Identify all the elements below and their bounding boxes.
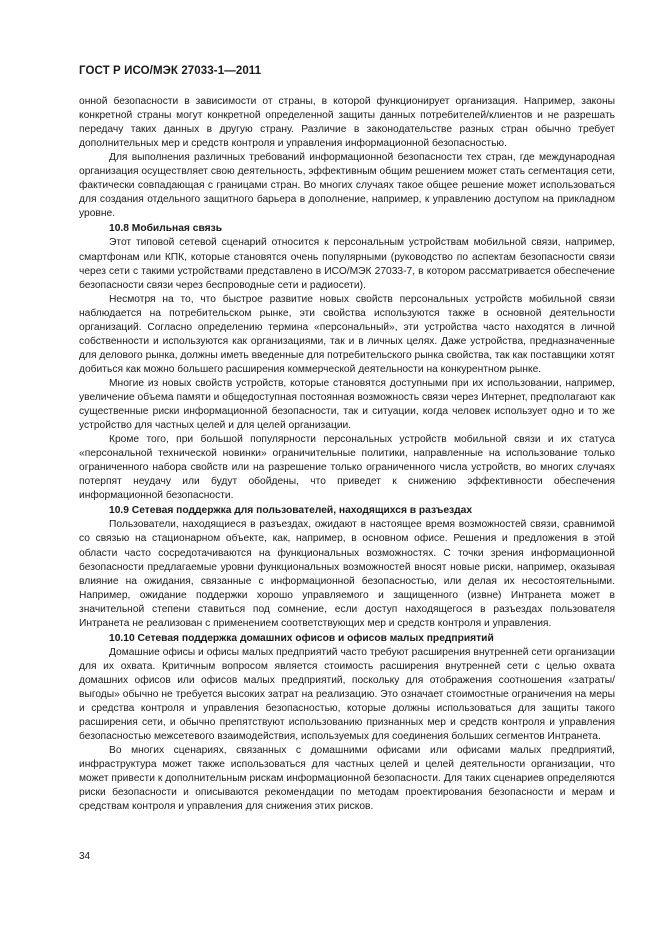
paragraph: Пользователи, находящиеся в разъездах, ожидают в настоящее время возможностей связи, сравнимой со связью на стационарном объекте, как, например, в основном офисе. Решения и предложения в этой области часто сосредотачиваются на функциональных возможностях. С точки зрения информационной безопасности предлагаемые уровни функциональных возможностей вносят новые риски, например, оказывая влияние на ожидания, связанные с информационной безопасностью, или делая их несостоятельными. Например, ожидание поддержки хорошо управляемого и защищенного (извне) Интранета может в значительной степени ставиться под сомнение, если доступ находящегося в разъездах пользователя Интранета не реализован с применением соответствующих мер и средств контроля и управления. bbox=[79, 519, 615, 629]
paragraph: Кроме того, при большой популярности персональных устройств мобильной связи и их статуса «персональной технической новинки» ограничительные политики, направленные на использование только ограниченного набора свойств или на разрешение только ограниченного числа устройств, во многих случаях потерпят неудачу или будут обойдены, что приведет к снижению эффективности обеспечения информационной безопасности. bbox=[79, 434, 615, 502]
section-heading-10-8: 10.8 Мобильная связь bbox=[109, 223, 223, 235]
document-header: ГОСТ Р ИСО/МЭК 27033-1—2011 bbox=[79, 65, 262, 77]
paragraph: Во многих сценариях, связанных с домашними офисами или офисами малых предприятий, инфраструктура может также использоваться для частных целей и целей деятельности организации, что может привести к дополнительным рискам информационной безопасности. Для таких сценариев определяются риски безопасности и описываются рекомендации по методам проектирования безопасности и мерам и средствам контроля и управления для снижения этих рисков. bbox=[79, 745, 615, 813]
page-number: 34 bbox=[79, 851, 91, 862]
paragraph: Многие из новых свойств устройств, которые становятся доступными при их использовании, например, увеличение объема памяти и общедоступная постоянная возможность связи через Интернет, предполагают как существенные риски информационной безопасности, так и ситуации, когда человек использует одно и то же устройство для частных целей и для целей организации. bbox=[79, 377, 615, 432]
paragraph: Домашние офисы и офисы малых предприятий часто требуют расширения внутренней сети организации для их охвата. Критичным вопросом является стоимость расширения внутренней сети с целью охвата домашних офисов или офисов малых предприятий, поскольку для отображения соотношения «затраты/выгоды» обычно не требуется высоких затрат на реализацию. Это означает стоимостные ограничения на меры и средства контроля и управления безопасностью, которые должны использоваться для защиты такого расширения сети, и обычно препятствуют использованию признанных мер и средств контроля и управления безопасностью межсетевого взаимодействия, используемых для соединения больших сегментов Интранета. bbox=[79, 646, 615, 743]
paragraph-continuation: онной безопасности в зависимости от страны, в которой функционирует организация. Например, законы конкретной страны могут конкретной определенной защиты данных потребителей/клиентов и не разрешать передачу таких данных в другую страну. Различие в законодательстве разных стран обычно требует дополнительных мер и средств контроля и управления информационной безопасностью. bbox=[79, 96, 615, 150]
page-body bbox=[79, 95, 615, 814]
paragraph: Для выполнения различных требований информационной безопасности тех стран, где международная организация осуществляет свою деятельность, эффективным общим решением может стать сегментация сети, фактически совпадающая с границами стран. Во многих случаях такое общее решение может использоваться для создания отдельного защитного барьера в дополнение, например, к управлению доступом на прикладном уровне. bbox=[79, 152, 615, 220]
paragraph: Несмотря на то, что быстрое развитие новых свойств персональных устройств мобильной связи наблюдается на потребительском рынке, эти свойства используются также в основной деятельности организаций. Согласно определению термина «персональный», эти устройства часто находятся в личной собственности и используются как организациями, так и в личных целях. Даже устройства, предназначенные для делового рынка, должны иметь введенные для потребительского рынка свойства, так как поставщики хотят добиться как можно большего расширения коммерческой деятельности на конкурентном рынке. bbox=[79, 293, 615, 375]
paragraph: Этот типовой сетевой сценарий относится к персональным устройствам мобильной связи, например, смартфонам или КПК, которые становятся очень популярными (руководство по аспектам безопасности связи через сети с такими устройствами представлено в ИСО/МЭК 27033-7, в котором рассматривается обеспечение безопасности связи через беспроводные сети и радиосети). bbox=[79, 237, 615, 291]
section-heading-10-9: 10.9 Сетевая поддержка для пользователей, находящихся в разъездах bbox=[109, 505, 473, 517]
section-heading-10-10: 10.10 Сетевая поддержка домашних офисов и офисов малых предприятий bbox=[109, 632, 494, 644]
